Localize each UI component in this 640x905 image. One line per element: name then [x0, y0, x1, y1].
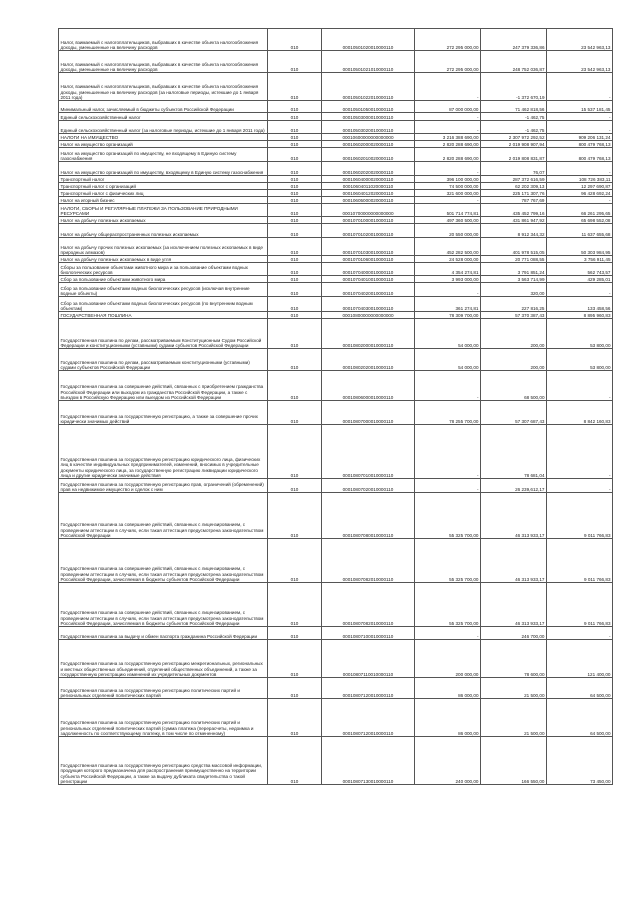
remaining-amount-cell: 64 500,00 — [547, 699, 613, 737]
budget-classification-code-cell: 00010600000000000000 — [322, 134, 415, 141]
executed-amount-cell: 246 700,00 — [481, 627, 547, 640]
indicator-name-cell: Налог на игорный бизнес — [59, 197, 268, 204]
approved-amount-cell: 20 550 000,00 — [415, 224, 481, 238]
executed-amount-cell: 21 500,00 — [481, 699, 547, 737]
approved-amount-cell: - — [415, 197, 481, 204]
remaining-amount-cell: 66 261 295,65 — [547, 204, 613, 217]
table-row — [59, 134, 613, 141]
budget-classification-code-cell: 00010807110010000110 — [322, 640, 415, 678]
table-row — [59, 197, 613, 204]
budget-classification-code-cell: 00010701030010000110 — [322, 238, 415, 256]
approved-amount-cell: 55 325 700,00 — [415, 583, 481, 627]
table-row — [59, 101, 613, 113]
line-code-cell: 010 — [268, 197, 322, 204]
budget-classification-code-cell: 00010503000010000110 — [322, 113, 415, 121]
executed-amount-cell: 225 171 307,76 — [481, 190, 547, 197]
remaining-amount-cell: 73 450,00 — [547, 737, 613, 785]
approved-amount-cell: 321 600 000,00 — [415, 190, 481, 197]
table-row — [59, 224, 613, 238]
line-code-cell: 010 — [268, 297, 322, 312]
executed-amount-cell: 3 791 851,24 — [481, 263, 547, 276]
indicator-name-cell: Государственная пошлина за совершение действий, связанных с лицензированием, с проведением аттестации в случаях, если такая аттестация предусмотрена законодательством Российской Федерации, зачисляемая в бюджеты субъектов Российской Федерации — [59, 539, 268, 583]
remaining-amount-cell: - — [547, 627, 613, 640]
budget-classification-code-cell: 00010501021010000110 — [322, 51, 415, 73]
indicator-name-cell: Государственная пошлина за совершение действий, связанных с лицензированием, с проведением аттестации в случаях, если такая аттестация предусмотрена законодательством Российской Федерации, зачисляемая в бюджеты субъектов Российской Федерации — [59, 583, 268, 627]
remaining-amount-cell: - — [547, 197, 613, 204]
remaining-amount-cell: 8 842 160,83 — [547, 401, 613, 425]
approved-amount-cell: 78 309 700,00 — [415, 312, 481, 319]
line-code-cell: 010 — [268, 256, 322, 263]
approved-amount-cell: 3 993 000,00 — [415, 276, 481, 283]
executed-amount-cell: 2 019 808 831,87 — [481, 148, 547, 162]
approved-amount-cell: 2 820 288 690,00 — [415, 141, 481, 148]
indicator-name-cell: Налог, взимаемый с налогоплательщиков, выбравших в качестве объекта налогообложения доходы, уменьшенные на величину расходов — [59, 51, 268, 73]
indicator-name-cell: Государственная пошлина за государственную регистрацию средства массовой информации, продукция которого предназначена для распространения преимущественно на территории субъекта Российской Федерации, а также за выдачу дубликата свидетельства о такой регистрации — [59, 737, 268, 785]
remaining-amount-cell: 800 479 768,13 — [547, 141, 613, 148]
approved-amount-cell: 54 000,00 — [415, 349, 481, 371]
line-code-cell: 010 — [268, 263, 322, 276]
remaining-amount-cell: - — [547, 73, 613, 101]
executed-amount-cell: 46 313 933,17 — [481, 493, 547, 539]
budget-revenue-table — [58, 28, 613, 785]
budget-classification-code-cell: 00010800000000000000 — [322, 312, 415, 319]
approved-amount-cell: 4 354 274,81 — [415, 263, 481, 276]
remaining-amount-cell: 96 428 692,24 — [547, 190, 613, 197]
budget-classification-code-cell: 00010704020010000110 — [322, 283, 415, 297]
executed-amount-cell: 21 500,00 — [481, 678, 547, 699]
line-code-cell: 010 — [268, 678, 322, 699]
line-code-cell: 010 — [268, 51, 322, 73]
approved-amount-cell: 452 282 500,00 — [415, 238, 481, 256]
indicator-name-cell: ГОСУДАРСТВЕННАЯ ПОШЛИНА — [59, 312, 268, 319]
approved-amount-cell: - — [415, 73, 481, 101]
indicator-name-cell: Государственная пошлина по делам, рассматриваемым конституционными (уставными) судами субъектов Российской Федерации — [59, 349, 268, 371]
executed-amount-cell: 200,00 — [481, 319, 547, 349]
executed-amount-cell: 431 861 947,92 — [481, 217, 547, 224]
budget-classification-code-cell: 00010501020010000110 — [322, 29, 415, 51]
indicator-name-cell: Налог на имущество организаций по имуществу, не входящему в Единую систему газоснабжения — [59, 148, 268, 162]
executed-amount-cell: 287 372 616,59 — [481, 176, 547, 183]
remaining-amount-cell: 50 303 984,95 — [547, 238, 613, 256]
approved-amount-cell: 3 216 388 690,00 — [415, 134, 481, 141]
executed-amount-cell: 68 500,00 — [481, 371, 547, 401]
executed-amount-cell: 62 202 309,13 — [481, 183, 547, 190]
approved-amount-cell: - — [415, 371, 481, 401]
executed-amount-cell: 26 239,612,17 — [481, 479, 547, 493]
executed-amount-cell: 166 550,00 — [481, 737, 547, 785]
table-row — [59, 141, 613, 148]
indicator-name-cell: Государственная пошлина за государственную регистрацию политических партий и региональных отделений политических партий — [59, 678, 268, 699]
budget-classification-code-cell: 00010807100010000110 — [322, 627, 415, 640]
line-code-cell: 010 — [268, 583, 322, 627]
indicator-name-cell: Налог на имущество организаций по имуществу, входящему в Единую систему газоснабжения — [59, 162, 268, 176]
indicator-name-cell: Государственная пошлина за государственную регистрацию межрегиональных, региональных и местных общественных объединений, отделений общественных объединений, а также за государственную регистрацию изменений их учредительных документов — [59, 640, 268, 678]
executed-amount-cell: 247 379 336,86 — [481, 29, 547, 51]
approved-amount-cell: - — [415, 479, 481, 493]
table-row — [59, 283, 613, 297]
indicator-name-cell: Государственная пошлина за совершение действий, связанных с лицензированием, с проведением аттестации в случаях, если такая аттестация предусмотрена законодательством Российской Федерации — [59, 493, 268, 539]
line-code-cell: 010 — [268, 401, 322, 425]
approved-amount-cell: 55 325 700,00 — [415, 539, 481, 583]
remaining-amount-cell: - — [547, 162, 613, 176]
approved-amount-cell: - — [415, 121, 481, 134]
table-row — [59, 349, 613, 371]
approved-amount-cell: 74 500 000,00 — [415, 183, 481, 190]
remaining-amount-cell: - — [547, 425, 613, 479]
table-row — [59, 238, 613, 256]
remaining-amount-cell: 909 206 131,24 — [547, 134, 613, 141]
budget-classification-code-cell: 00010806000010000110 — [322, 371, 415, 401]
approved-amount-cell: 200 000,00 — [415, 640, 481, 678]
budget-classification-code-cell: 00010807120010000110 — [322, 678, 415, 699]
indicator-name-cell: Транспортный налог с физических лиц — [59, 190, 268, 197]
indicator-name-cell: Сбор за пользование объектами водных биологических ресурсов (по внутренним водным объектам) — [59, 297, 268, 312]
remaining-amount-cell: - — [547, 121, 613, 134]
indicator-name-cell: Государственная пошлина за государственную регистрацию прав, ограничений (обременений) прав на недвижимое имущество и сделок с ним — [59, 479, 268, 493]
indicator-name-cell: Сбор за пользование объектами животного мира — [59, 276, 268, 283]
line-code-cell: 010 — [268, 371, 322, 401]
budget-classification-code-cell: 00010701000010000110 — [322, 217, 415, 224]
table-row — [59, 479, 613, 493]
table-row — [59, 583, 613, 627]
budget-classification-code-cell: 00010700000000000000 — [322, 204, 415, 217]
remaining-amount-cell: - — [547, 479, 613, 493]
line-code-cell: 010 — [268, 224, 322, 238]
line-code-cell: 010 — [268, 190, 322, 197]
remaining-amount-cell: 3 756 911,45 — [547, 256, 613, 263]
executed-amount-cell: 401 978 515,05 — [481, 238, 547, 256]
budget-classification-code-cell: 00010602010020000110 — [322, 148, 415, 162]
line-code-cell: 010 — [268, 148, 322, 162]
indicator-name-cell: Государственная пошлина за совершение действий, связанных с приобретением гражданства Российской Федерации или выходом из гражданства Российской Федерации, а также с въездом в Российскую Федерацию или выездом из Российской Федерации — [59, 371, 268, 401]
indicator-name-cell: Налог на добычу полезных ископаемых — [59, 217, 268, 224]
budget-classification-code-cell: 00010701020010000110 — [322, 224, 415, 238]
table-row — [59, 737, 613, 785]
remaining-amount-cell: 23 542 963,13 — [547, 51, 613, 73]
budget-classification-code-cell: 00010802000010000110 — [322, 319, 415, 349]
remaining-amount-cell: 133 458,56 — [547, 297, 613, 312]
table-body — [59, 29, 613, 785]
indicator-name-cell: Налог на имущество организаций — [59, 141, 268, 148]
executed-amount-cell: 3 563 714,99 — [481, 276, 547, 283]
budget-classification-code-cell: 00010807120010000110 — [322, 699, 415, 737]
budget-classification-code-cell: 00010807010010000110 — [322, 425, 415, 479]
executed-amount-cell: -1 462,75 — [481, 121, 547, 134]
approved-amount-cell: 361 274,81 — [415, 297, 481, 312]
line-code-cell: 010 — [268, 176, 322, 183]
indicator-name-cell: Транспортный налог с организаций — [59, 183, 268, 190]
remaining-amount-cell: 53 800,00 — [547, 349, 613, 371]
table-row — [59, 176, 613, 183]
table-row — [59, 640, 613, 678]
approved-amount-cell: 87 000 000,00 — [415, 101, 481, 113]
line-code-cell: 010 — [268, 627, 322, 640]
approved-amount-cell: 78 255 700,00 — [415, 401, 481, 425]
remaining-amount-cell: 9 011 766,83 — [547, 539, 613, 583]
table-row — [59, 699, 613, 737]
budget-classification-code-cell: 00010704000010000110 — [322, 263, 415, 276]
executed-amount-cell: 200,00 — [481, 349, 547, 371]
remaining-amount-cell: 53 800,00 — [547, 319, 613, 349]
budget-classification-code-cell: 00010807000010000110 — [322, 401, 415, 425]
table-row — [59, 539, 613, 583]
line-code-cell: 010 — [268, 121, 322, 134]
budget-classification-code-cell: 00010807082010000110 — [322, 583, 415, 627]
remaining-amount-cell: - — [547, 283, 613, 297]
line-code-cell: 010 — [268, 29, 322, 51]
approved-amount-cell: - — [415, 425, 481, 479]
line-code-cell: 010 — [268, 101, 322, 113]
executed-amount-cell: 2 019 908 907,94 — [481, 141, 547, 148]
table-row — [59, 312, 613, 319]
table-row — [59, 190, 613, 197]
approved-amount-cell: - — [415, 283, 481, 297]
line-code-cell: 010 — [268, 699, 322, 737]
remaining-amount-cell: 800 479 768,13 — [547, 148, 613, 162]
line-code-cell: 010 — [268, 493, 322, 539]
line-code-cell: 010 — [268, 134, 322, 141]
budget-classification-code-cell: 00010604011020000110 — [322, 183, 415, 190]
approved-amount-cell: - — [415, 627, 481, 640]
line-code-cell: 010 — [268, 319, 322, 349]
budget-classification-code-cell: 00010807020010000110 — [322, 479, 415, 493]
approved-amount-cell: 501 714 774,81 — [415, 204, 481, 217]
line-code-cell: 010 — [268, 349, 322, 371]
executed-amount-cell: 787 767,69 — [481, 197, 547, 204]
indicator-name-cell: Государственная пошлина за государственную регистрацию, а также за совершение прочих юридически значимых действий — [59, 401, 268, 425]
remaining-amount-cell: 12 297 690,87 — [547, 183, 613, 190]
executed-amount-cell: 8 912 344,32 — [481, 224, 547, 238]
budget-classification-code-cell: 00010602000020000110 — [322, 141, 415, 148]
indicator-name-cell: Налог, взимаемый с налогоплательщиков, выбравших в качестве объекта налогообложения доходы, уменьшенные на величину расходов (за налоговые периоды, истекшие до 1 января 2011 года) — [59, 73, 268, 101]
line-code-cell: 010 — [268, 183, 322, 190]
table-row — [59, 263, 613, 276]
budget-classification-code-cell: 00010807082010000110 — [322, 539, 415, 583]
executed-amount-cell: 227 816,25 — [481, 297, 547, 312]
budget-classification-code-cell: 00010501050010000110 — [322, 101, 415, 113]
table-row — [59, 493, 613, 539]
approved-amount-cell: 86 000,00 — [415, 699, 481, 737]
approved-amount-cell: 2 820 288 690,00 — [415, 148, 481, 162]
remaining-amount-cell: - — [547, 371, 613, 401]
line-code-cell: 010 — [268, 539, 322, 583]
approved-amount-cell: 240 000,00 — [415, 737, 481, 785]
table-row — [59, 256, 613, 263]
table-row — [59, 51, 613, 73]
table-row — [59, 425, 613, 479]
approved-amount-cell: 272 295 000,00 — [415, 51, 481, 73]
executed-amount-cell: 435 452 799,16 — [481, 204, 547, 217]
table-row — [59, 217, 613, 224]
remaining-amount-cell: 429 285,01 — [547, 276, 613, 283]
approved-amount-cell: 55 325 700,00 — [415, 493, 481, 539]
remaining-amount-cell: 8 895 960,83 — [547, 312, 613, 319]
table-row — [59, 204, 613, 217]
executed-amount-cell: 57 307 687,43 — [481, 401, 547, 425]
indicator-name-cell: Единый сельскохозяйственный налог — [59, 113, 268, 121]
indicator-name-cell: Государственная пошлина по делам, рассматриваемым Конституционным Судом Российской Федерации и конституционными (уставными) судами субъектов Российской Федерации — [59, 319, 268, 349]
executed-amount-cell: -1 372 670,19 — [481, 73, 547, 101]
line-code-cell: 010 — [268, 162, 322, 176]
approved-amount-cell: 54 000,00 — [415, 319, 481, 349]
table-row — [59, 401, 613, 425]
table-row — [59, 297, 613, 312]
remaining-amount-cell: 121 400,00 — [547, 640, 613, 678]
budget-classification-code-cell: 00010503020010000110 — [322, 121, 415, 134]
indicator-name-cell: Сбор за пользование объектами водных биологических ресурсов (исключая внутренние водные объекты) — [59, 283, 268, 297]
executed-amount-cell: -1 462,75 — [481, 113, 547, 121]
table-row — [59, 73, 613, 101]
remaining-amount-cell: 23 542 963,13 — [547, 29, 613, 51]
line-code-cell: 010 — [268, 479, 322, 493]
approved-amount-cell: 396 100 000,00 — [415, 176, 481, 183]
budget-classification-code-cell: 00010704030010000110 — [322, 297, 415, 312]
executed-amount-cell: 320,00 — [481, 283, 547, 297]
line-code-cell: 010 — [268, 283, 322, 297]
executed-amount-cell: 20 771 088,55 — [481, 256, 547, 263]
indicator-name-cell: Единый сельскохозяйственный налог (за налоговые периоды, истекшие до 1 января 2011 года) — [59, 121, 268, 134]
table-row — [59, 113, 613, 121]
table-row — [59, 29, 613, 51]
budget-classification-code-cell: 00010605000020000110 — [322, 197, 415, 204]
indicator-name-cell: Государственная пошлина за выдачу и обмен паспорта гражданина Российской Федерации — [59, 627, 268, 640]
table-row — [59, 276, 613, 283]
table-row — [59, 678, 613, 699]
table-row — [59, 319, 613, 349]
line-code-cell: 010 — [268, 737, 322, 785]
line-code-cell: 010 — [268, 113, 322, 121]
budget-classification-code-cell: 00010602020020000110 — [322, 162, 415, 176]
table-row — [59, 371, 613, 401]
budget-classification-code-cell: 00010807080010000110 — [322, 493, 415, 539]
approved-amount-cell: 24 528 000,00 — [415, 256, 481, 263]
budget-classification-code-cell: 00010704010010000110 — [322, 276, 415, 283]
line-code-cell: 010 — [268, 238, 322, 256]
budget-classification-code-cell: 00010807130010000110 — [322, 737, 415, 785]
remaining-amount-cell: 65 698 552,08 — [547, 217, 613, 224]
executed-amount-cell: 78 600,00 — [481, 640, 547, 678]
remaining-amount-cell: 562 743,57 — [547, 263, 613, 276]
approved-amount-cell: - — [415, 113, 481, 121]
indicator-name-cell: Транспортный налог — [59, 176, 268, 183]
line-code-cell: 010 — [268, 425, 322, 479]
indicator-name-cell: Налог на добычу полезных ископаемых в виде угля — [59, 256, 268, 263]
indicator-name-cell: НАЛОГИ НА ИМУЩЕСТВО — [59, 134, 268, 141]
executed-amount-cell: 57 370 387,43 — [481, 312, 547, 319]
budget-classification-code-cell: 00010604012020000110 — [322, 190, 415, 197]
budget-classification-code-cell: 00010802020010000110 — [322, 349, 415, 371]
executed-amount-cell: 71 462 818,56 — [481, 101, 547, 113]
remaining-amount-cell: 15 537 181,45 — [547, 101, 613, 113]
budget-classification-code-cell: 00010604000020000110 — [322, 176, 415, 183]
remaining-amount-cell: - — [547, 113, 613, 121]
remaining-amount-cell: 9 011 766,83 — [547, 583, 613, 627]
indicator-name-cell: Государственная пошлина за государственную регистрацию политических партий и региональных отделений политических партий (сумма платежа (перерасчеты, недоимка и задолженность по соответствующему платежу, в том числе по отмененному) — [59, 699, 268, 737]
line-code-cell: 010 — [268, 73, 322, 101]
indicator-name-cell: Сборы за пользование объектами животного мира и за пользование объектами водных биологических ресурсов — [59, 263, 268, 276]
remaining-amount-cell: 108 726 383,11 — [547, 176, 613, 183]
executed-amount-cell: 78 681,04 — [481, 425, 547, 479]
budget-classification-code-cell: 00010501022010000110 — [322, 73, 415, 101]
table-row — [59, 627, 613, 640]
indicator-name-cell: Налог, взимаемый с налогоплательщиков, выбравших в качестве объекта налогообложения доходы, уменьшенные на величину расходов — [59, 29, 268, 51]
table-row — [59, 148, 613, 162]
indicator-name-cell: Налог на добычу прочих полезных ископаемых (за исключением полезных ископаемых в виде природных алмазов) — [59, 238, 268, 256]
line-code-cell: 010 — [268, 204, 322, 217]
remaining-amount-cell: 11 637 655,68 — [547, 224, 613, 238]
remaining-amount-cell: 9 011 766,83 — [547, 493, 613, 539]
executed-amount-cell: 76,07 — [481, 162, 547, 176]
indicator-name-cell: НАЛОГИ, СБОРЫ И РЕГУЛЯРНЫЕ ПЛАТЕЖИ ЗА ПОЛЬЗОВАНИЕ ПРИРОДНЫМИ РЕСУРСАМИ — [59, 204, 268, 217]
line-code-cell: 010 — [268, 276, 322, 283]
approved-amount-cell: 272 295 000,00 — [415, 29, 481, 51]
approved-amount-cell: 86 000,00 — [415, 678, 481, 699]
indicator-name-cell: Налог на добычу общераспространенных полезных ископаемых — [59, 224, 268, 238]
table-row — [59, 121, 613, 134]
table-row — [59, 183, 613, 190]
approved-amount-cell: 497 360 500,00 — [415, 217, 481, 224]
approved-amount-cell: - — [415, 162, 481, 176]
line-code-cell: 010 — [268, 141, 322, 148]
executed-amount-cell: 46 313 933,17 — [481, 583, 547, 627]
executed-amount-cell: 248 752 036,87 — [481, 51, 547, 73]
budget-classification-code-cell: 00010701060010000110 — [322, 256, 415, 263]
table-row — [59, 162, 613, 176]
indicator-name-cell: Минимальный налог, зачисляемый в бюджеты субъектов Российской Федерации — [59, 101, 268, 113]
line-code-cell: 010 — [268, 217, 322, 224]
line-code-cell: 010 — [268, 312, 322, 319]
executed-amount-cell: 2 307 972 292,52 — [481, 134, 547, 141]
executed-amount-cell: 46 313 933,17 — [481, 539, 547, 583]
line-code-cell: 010 — [268, 640, 322, 678]
indicator-name-cell: Государственная пошлина за государственную регистрацию юридического лица, физических лиц в качестве индивидуальных предпринимателей, изменений, вносимых в учредительные документы юридического лица, за государственную регистрацию ликвидации юридического лица и другие юридически значимые действия — [59, 425, 268, 479]
remaining-amount-cell: 64 500,00 — [547, 678, 613, 699]
